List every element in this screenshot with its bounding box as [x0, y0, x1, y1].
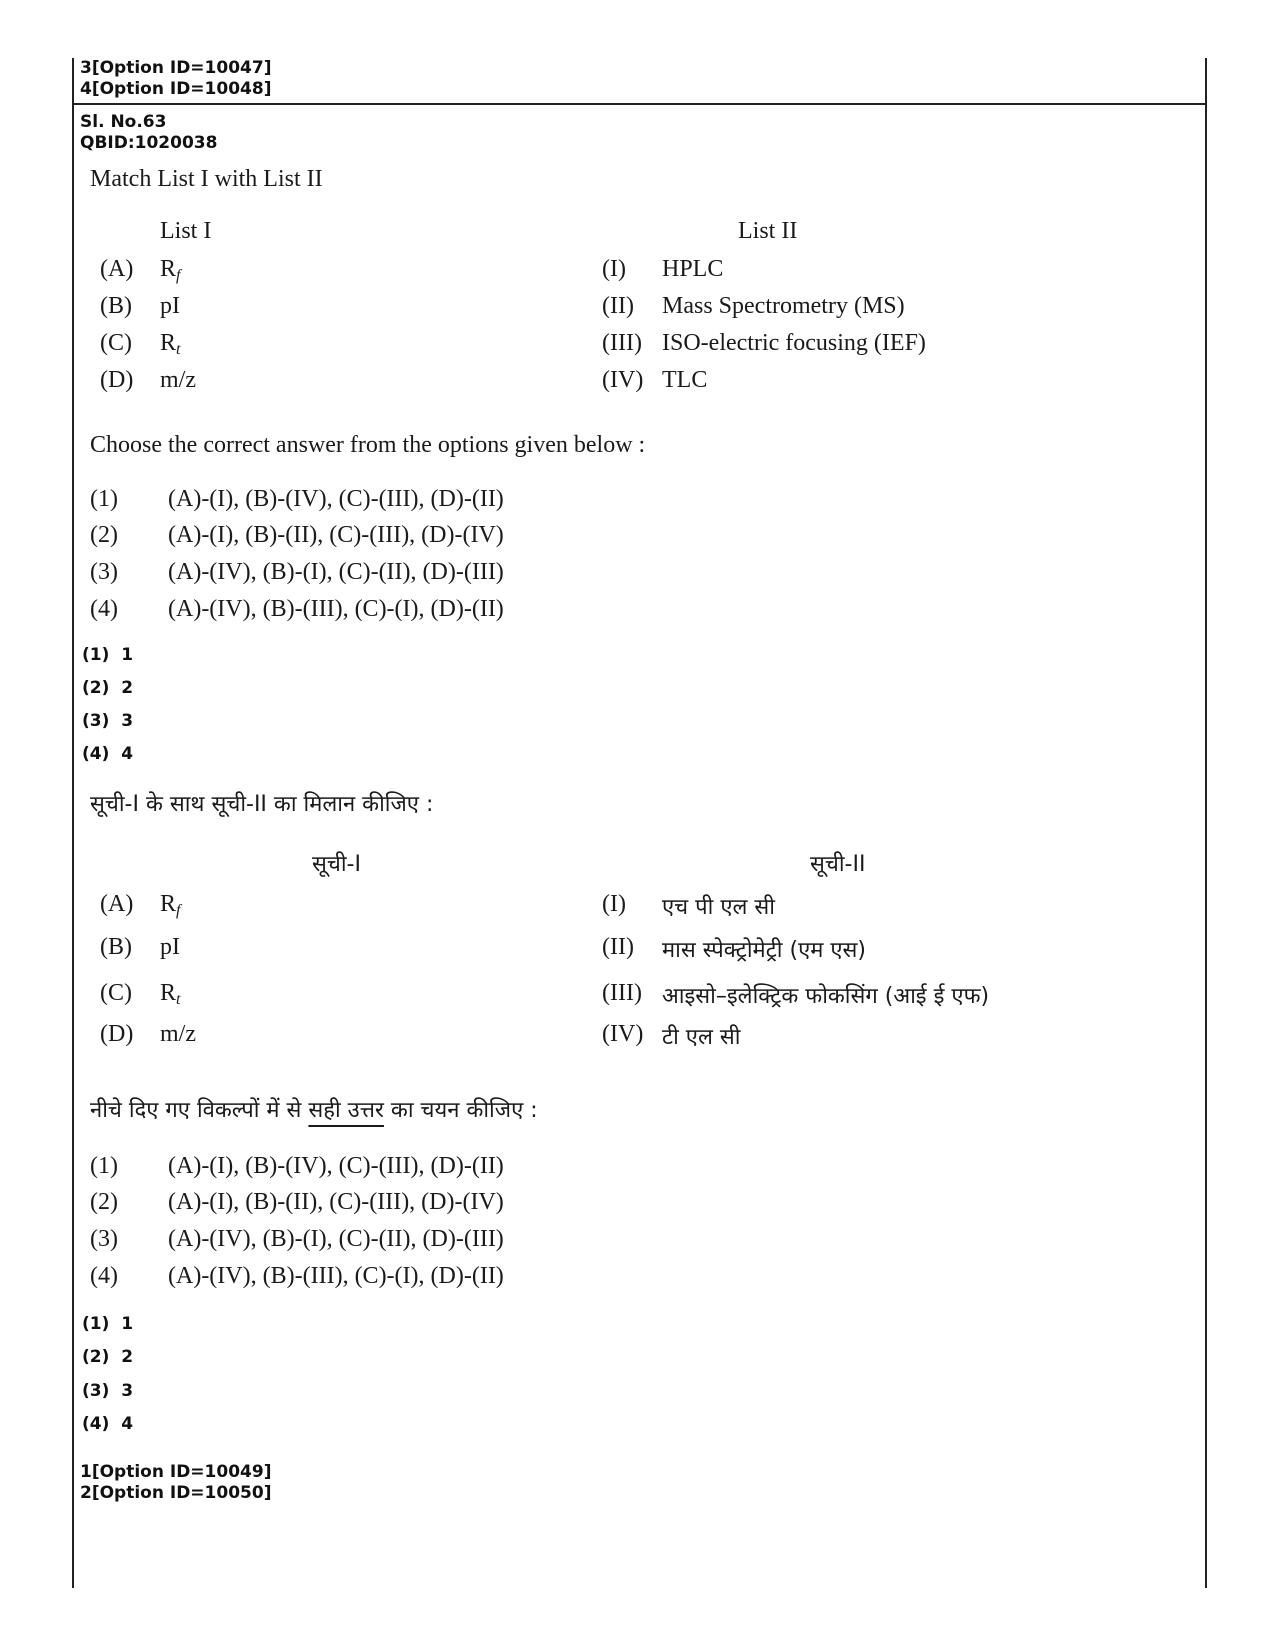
answer-choice[interactable]: (4) 4	[82, 1414, 134, 1434]
question-bank-id: QBID:1020038	[80, 133, 218, 153]
list1-label: (D)	[100, 367, 134, 393]
footer-option-2: 2[Option ID=10050]	[80, 1483, 272, 1503]
list2-label: (I)	[602, 256, 626, 282]
option-number: (1)	[90, 1153, 118, 1179]
list2-item: आइसो–इलेक्ट्रिक फोकसिंग (आई ई एफ)	[662, 984, 990, 1009]
header-option-4: 4[Option ID=10048]	[80, 79, 272, 99]
option-text: (A)-(I), (B)-(II), (C)-(III), (D)-(IV)	[168, 522, 504, 548]
list2-item: TLC	[662, 367, 708, 393]
list1-item: pI	[160, 293, 180, 319]
list2-item: मास स्पेक्ट्रोमेट्री (एम एस)	[662, 938, 867, 963]
answer-choice[interactable]: (3) 3	[82, 711, 134, 731]
list1-item: pI	[160, 934, 180, 960]
option-text: (A)-(I), (B)-(IV), (C)-(III), (D)-(II)	[168, 486, 504, 512]
list1-item: $R_f$	[160, 891, 181, 919]
frame-left-border	[72, 58, 74, 1588]
list1-label: (D)	[100, 1021, 134, 1047]
header-option-3: 3[Option ID=10047]	[80, 58, 272, 78]
option-text: (A)-(IV), (B)-(III), (C)-(I), (D)-(II)	[168, 596, 504, 622]
frame-right-border	[1205, 58, 1207, 1588]
instruction-en: Match List I with List II	[90, 166, 323, 192]
list1-label: (B)	[100, 293, 132, 319]
list2-label: (III)	[602, 980, 642, 1006]
list2-label: (II)	[602, 293, 634, 319]
list2-label: (IV)	[602, 1021, 644, 1047]
option-number: (4)	[90, 596, 118, 622]
option-number: (1)	[90, 486, 118, 512]
list2-item: HPLC	[662, 256, 724, 282]
answer-choice[interactable]: (2) 2	[82, 678, 134, 698]
section-divider	[72, 103, 1207, 105]
list2-item: एच पी एल सी	[662, 895, 775, 920]
option-number: (2)	[90, 1189, 118, 1215]
list1-heading-hi: सूची-I	[312, 852, 361, 877]
choose-instruction-hi: नीचे दिए गए विकल्पों में से सही उत्तर का चयन कीजिए :	[90, 1098, 538, 1123]
choose-instruction-en: Choose the correct answer from the options given below :	[90, 432, 646, 458]
instruction-hi: सूची-I के साथ सूची-II का मिलान कीजिए :	[90, 792, 434, 817]
list2-heading-en: List II	[738, 218, 798, 244]
option-number: (3)	[90, 559, 118, 585]
option-text: (A)-(I), (B)-(II), (C)-(III), (D)-(IV)	[168, 1189, 504, 1215]
option-text: (A)-(IV), (B)-(III), (C)-(I), (D)-(II)	[168, 1263, 504, 1289]
list1-item: $R_t$	[160, 330, 181, 358]
list1-label: (A)	[100, 256, 134, 282]
answer-choice[interactable]: (4) 4	[82, 744, 134, 764]
list1-item: $R_f$	[160, 256, 181, 284]
serial-number: Sl. No.63	[80, 112, 167, 132]
list1-item: m/z	[160, 367, 196, 393]
list1-item: m/z	[160, 1021, 196, 1047]
option-number: (4)	[90, 1263, 118, 1289]
option-text: (A)-(IV), (B)-(I), (C)-(II), (D)-(III)	[168, 559, 504, 585]
answer-choice[interactable]: (1) 1	[82, 1314, 134, 1334]
footer-option-1: 1[Option ID=10049]	[80, 1462, 272, 1482]
option-text: (A)-(IV), (B)-(I), (C)-(II), (D)-(III)	[168, 1226, 504, 1252]
list2-label: (II)	[602, 934, 634, 960]
list2-item: Mass Spectrometry (MS)	[662, 293, 905, 319]
answer-choice[interactable]: (1) 1	[82, 645, 134, 665]
list1-item: $R_t$	[160, 980, 181, 1008]
list1-label: (A)	[100, 891, 134, 917]
list2-label: (I)	[602, 891, 626, 917]
option-number: (2)	[90, 522, 118, 548]
list1-label: (B)	[100, 934, 132, 960]
list2-label: (III)	[602, 330, 642, 356]
list1-label: (C)	[100, 330, 132, 356]
list2-item: टी एल सी	[662, 1025, 741, 1050]
list2-label: (IV)	[602, 367, 644, 393]
option-text: (A)-(I), (B)-(IV), (C)-(III), (D)-(II)	[168, 1153, 504, 1179]
answer-choice[interactable]: (3) 3	[82, 1381, 134, 1401]
list2-heading-hi: सूची-II	[810, 852, 866, 877]
option-number: (3)	[90, 1226, 118, 1252]
answer-choice[interactable]: (2) 2	[82, 1347, 134, 1367]
list2-item: ISO-electric focusing (IEF)	[662, 330, 926, 356]
list1-label: (C)	[100, 980, 132, 1006]
list1-heading-en: List I	[160, 218, 212, 244]
